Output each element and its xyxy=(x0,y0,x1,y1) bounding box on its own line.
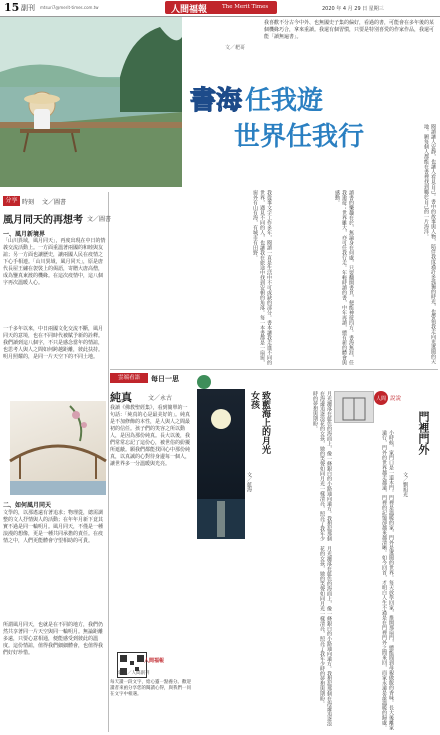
feature-body-col3: 閱讀讓人安靜，也讓人看見自己。書中的故事與人物，陪伴我度過許多孤獨的時光，也帶領我走向更遼闊的天地。願每個人都能在書裡找到屬於自己的一片海洋。 xyxy=(423,124,436,364)
essay-byline: 文／圖書 xyxy=(42,199,67,206)
row-divider xyxy=(110,369,438,370)
headline-part2: 任我遊 xyxy=(245,86,324,116)
essay-subheading-2: 二、如何風月同天 xyxy=(3,502,52,509)
essay-author: 文／圖書 xyxy=(87,216,112,223)
gate-story-title: 門裡門外 xyxy=(417,411,430,455)
feature-body-col2: 讀書的樂趣在於，無論身在何處，只要翻開書頁，便能神遊四方。書海無涯，任我遨遊；世界雖大，亦可任我行走。年輕時讀的書，中年再讀，總有新的體會與感動。 xyxy=(334,190,354,365)
daily-column-author: 文／永古 xyxy=(148,395,173,402)
essay-subheading-1: 一、風月新境界 xyxy=(3,231,46,238)
essay-tag: 分享 xyxy=(3,196,20,206)
section-label: 副刊 xyxy=(21,4,35,12)
daily-column-body: 我讀《佛教聖經集》，看到簡單的一句話：「純真的心是最美好的」。純真是不加修飾的本性，是人與人之間最初的信任。孩子們的笑容之所以動人，是因為那份純真。長大以後，我們常常忘記了這份心，被世俗的紛擾所遮蔽。願我們都能找回心中那份純真，以真誠的心對待身邊每一個人，讓世界多一分溫暖與光亮。 xyxy=(110,405,191,467)
daily-column-tag: 雲端看語 xyxy=(110,373,148,383)
essay-paragraph-1: 「山川異域，風月同天」，再度出現在中日的情義交流活動上。一方面重溫著兩國的和睦與友誼；另一方面也讓歷史，讓兩國人民在疫情之下心手相連。「山川異域，風月同天」，原是唐代長屋王繡在袈裟上的偈語，寄贈大唐高僧，成為鑒真東渡的機緣。在這次疫情中，這八個字再次溫暖人心。 xyxy=(3,238,106,286)
essay-column-name: 時刻 xyxy=(22,199,35,206)
feature-body-col1: 我從事文字工作多年，閱讀一直是生活中不可或缺的部分。書本讓我走進不同的世界，遇見不同的人，也讓我在旅途中找到安頓的角落。每一本書都是一扇窗，窗外有山有海，有城市有田野。 xyxy=(252,190,272,365)
logo-caption: 新聞／人間副刊 xyxy=(118,671,150,676)
headline-part1: 書海 xyxy=(190,86,243,116)
moon-over-sea-photo xyxy=(197,389,245,539)
feature-intro: 我喜歡不分古今中外、也無國史子集的偏好，看過的書，可能會在多年後的某個機緣巧合，拿來重讀。我還有個習慣，只要是特別喜愛的作家作品，我還可能「讀無遍書」。 xyxy=(264,20,435,40)
moon-illustration xyxy=(197,389,245,539)
page-number: 15 xyxy=(4,1,20,14)
contact-email: mtsuri7@merit-times.com.tw xyxy=(40,5,99,10)
issue-date: 2020 年 4 月 29 日 星期三 xyxy=(322,6,384,12)
gate-story-body-1: 小時候，家門口是一道木門。門裡是溫暖的家，門外是遼闊的世界。每天放學回家，推開那扇門，總能聞到母親做飯的香味。長大後離家遠行，門外的世界越走越遠，門裡的記憶卻越來越清晰。如今回首，才明白人生不過是在門裡門外之間來回，而家永遠是最溫暖的歸處。 xyxy=(381,430,394,730)
photo-illustration xyxy=(0,17,182,187)
essay-title: 風月同天的再想考 xyxy=(3,215,83,226)
headline-line2: 世界任我行 xyxy=(234,122,365,152)
gate-story-label: 說說 xyxy=(390,396,402,402)
feature-author: 文／耙哥 xyxy=(225,45,246,51)
essay-paragraph-2: 一千多年以來，中日兩國文化交流不斷，風月同天的意境，也在不同時代被賦予新的詮釋。我們讀到這八個字，不只是感念當年的情誼，也思考人與人之間如何跨越距離，彼此扶持。明月照耀的，是同一片天空下的不同土地。 xyxy=(3,326,104,360)
gate-illustration xyxy=(334,391,374,423)
moon-story-author: 文／藍海 xyxy=(246,472,252,492)
moon-story-body-continued: 月光灑落在藍色的海面上，像一條銀白的小路通向遠方。我想起那個在海邊追逐浪花的女孩，她的笑聲如同月光一樣清亮，照亮了我年少時的夢想與期盼。 xyxy=(319,546,332,726)
daily-column-title: 純真 xyxy=(110,391,132,404)
moon-story-title: 致藍海上的月光女孩 xyxy=(249,391,270,454)
masthead-chinese: 人間福報 xyxy=(171,5,208,15)
daily-column-name: 每日一思 xyxy=(151,375,179,383)
column-divider xyxy=(108,192,109,732)
bridge-photo xyxy=(10,401,106,495)
gate-drawing xyxy=(335,392,373,422)
reading-by-lake-photo xyxy=(0,17,182,187)
gate-badge-text: 人間 xyxy=(376,396,387,402)
essay-paragraph-3: 文學的，以那遙遠有著追求；物理從，總需調整的文人抒情與人的活動；在年年月新下竟其實不過是同一輪明月。風月同天，不僅是一種浪漫的想像，更是一種共同承擔的責任。在疫情之中，人們更能體會守望相助的可貴。 xyxy=(3,510,104,544)
gate-story-author: 文／劉旭光 xyxy=(402,472,408,497)
leaf-badge-icon xyxy=(197,375,211,389)
essay-paragraph-4: 所謂風月同天，也就是在不同的地方，我們仍然共享著同一片天空與同一輪明月。無論距離多遠，只要心意相通，便能感受到彼此的溫度。這份情誼，值得我們細細體會，也值得我們好好珍惜。 xyxy=(3,622,104,656)
daily-column-note: 每天讀一段文字，給心靈一點養分。歡迎讀者來函分享您的閱讀心得，與我們一同在文字中相遇。 xyxy=(110,680,191,697)
moon-story-body: 月光灑落在藍色的海面上，像一條銀白的小路通向遠方。我想起那個在海邊追逐浪花的女孩，她的笑聲如同月光一樣清亮，照亮了我年少時的夢想與期盼。 xyxy=(312,391,332,541)
bridge-illustration xyxy=(10,401,106,495)
page-header xyxy=(0,0,440,17)
masthead-english: The Merit Times xyxy=(222,4,269,10)
logo-name: 人間福報 xyxy=(144,658,165,664)
